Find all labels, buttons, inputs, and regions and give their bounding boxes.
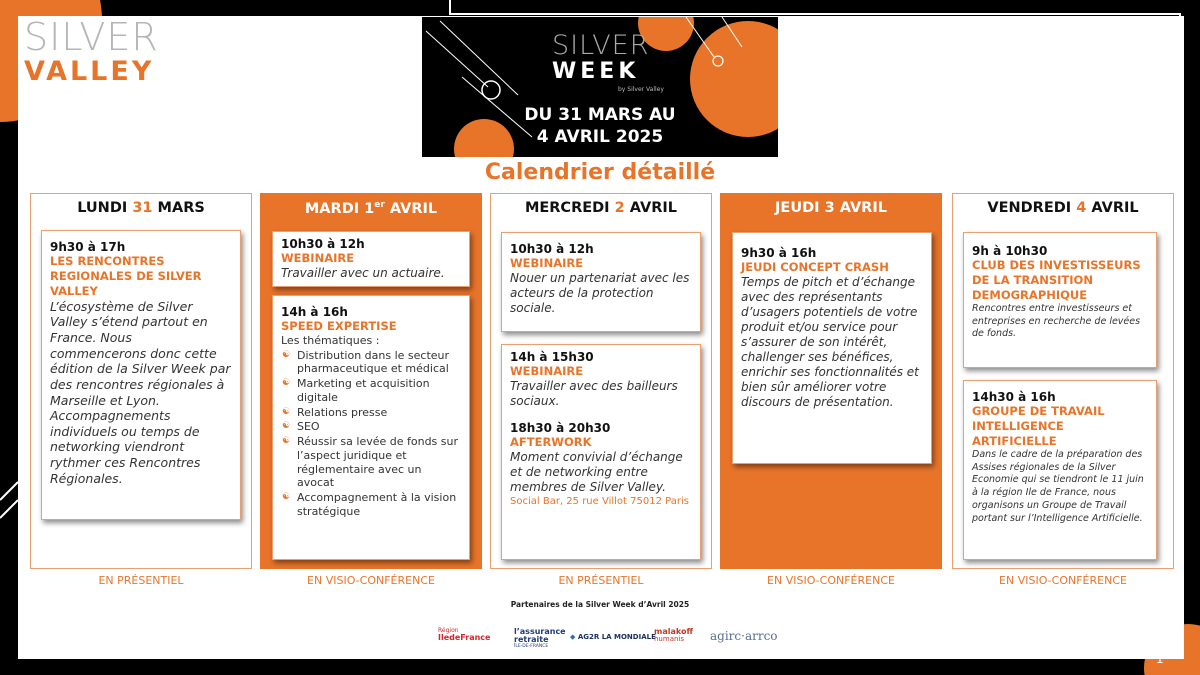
day-header-thursday: JEUDI 3 AVRIL [775,200,887,216]
list-item: ☯ Réussir sa levée de fonds sur l’aspect juridique et réglementaire avec un avocat [282,435,459,490]
day-header-tuesday: MARDI 1er AVRIL [304,200,438,217]
banner-silver-text: SILVER [552,30,650,61]
event-time: 9h30 à 17h [50,240,126,254]
day-column-monday [30,193,252,569]
event-card-concept-crash [732,232,932,464]
day-column-tuesday [260,193,482,569]
mode-friday: EN VISIO-CONFÉRENCE [999,574,1127,587]
event-time: 9h30 à 16h [741,246,817,260]
day-column-thursday [720,193,942,569]
ag2r-logo: ◆ AG2R LA MONDIALE [570,633,656,641]
event-title: SPEED EXPERTISE [281,319,397,333]
logo-silver-text: SILVER [24,15,159,59]
silver-week-banner [422,17,778,157]
people-icon: ☯ [282,349,291,360]
event-description: Nouer un partenariat avec les acteurs de la protection sociale. [510,270,690,315]
event-description: Dans le cadre de la préparation des Assises régionales de la Silver Economie qui se tiendront le 11 juin à la région Ile de France, nous organisons un Groupe de Travail portant sur l’Intelligence Artificielle. [972,448,1144,524]
event-title: JEUDI CONCEPT CRASH [741,260,889,274]
day-header-monday: LUNDI 31 MARS [77,200,205,216]
event-address: Social Bar, 25 rue Villot 75012 Paris [510,495,689,507]
event-time: 18h30 à 20h30 [510,420,611,435]
page-title: Calendrier détaillé [484,160,716,185]
partners-title: Partenaires de la Silver Week d’Avril 2025 [510,600,690,609]
event-title: GROUPE DE TRAVAIL INTELLIGENCE ARTIFICIELLE [972,404,1105,448]
event-time: 14h à 15h30 [510,350,594,364]
mode-monday: EN PRÉSENTIEL [98,574,184,587]
event-description: Travailler avec des bailleurs sociaux. [510,378,678,408]
assurance-retraite-logo: l’assurance retraite ÎLE-DE-FRANCE [514,627,566,649]
logo-valley-text: VALLEY [24,56,155,87]
people-icon: ☯ [282,492,291,503]
list-item: ☯ Distribution dans le secteur pharmaceutique et médical [282,348,450,376]
malakoff-humanis-logo: malakoff humanis [654,627,693,644]
event-description: L’écosystème de Silver Valley s’étend partout en France. Nous commencerons donc cette édition de la Silver Week par des rencontres régionales à Marseille et Lyon. Accompagnements individuels ou temps de networking viendront rythmer ces Rencontres Régionales. [50,298,231,486]
event-title: LES RENCONTRES REGIONALES DE SILVER VALLEY [50,254,202,298]
event-time: 10h30 à 12h [281,237,365,251]
mode-wednesday: EN PRÉSENTIEL [558,574,644,587]
people-icon: ☯ [282,406,291,417]
event-title: WEBINAIRE [510,364,584,378]
event-description: Travailler avec un actuaire. [281,265,445,280]
day-header-wednesday: MERCREDI 2 AVRIL [524,200,678,216]
silver-valley-logo [24,15,159,87]
thematiques-list [281,349,461,519]
region-idf-logo: Région IledeFrance [438,627,491,643]
event-card-groupe-ia [963,380,1157,560]
event-time: 9h à 10h30 [972,244,1048,258]
event-card-rencontres [41,230,241,520]
event-title: WEBINAIRE [510,256,584,270]
event-title: CLUB DES INVESTISSEURS DE LA TRANSITION DEMOGRAPHIQUE [972,258,1141,302]
list-item: ☯ Accompagnement à la vision stratégique [282,491,457,518]
people-icon: ☯ [282,378,291,389]
people-icon: ☯ [282,421,291,432]
banner-date-line2: 4 AVRIL 2025 [536,127,664,147]
event-description: Temps de pitch et d’échange avec des représentants d’usagers potentiels de votre produit et/ou service pour s’assurer de son intérêt, challenger ses bénéfices, enrichir ses fonctionnalités et bien sûr améliorer votre discours de présentation. [741,274,919,409]
agirc-arrco-logo: agirc·arrco [710,629,778,643]
list-item: ☯ Relations presse [282,405,388,419]
day-header-friday: VENDREDI 4 AVRIL [987,200,1139,216]
event-title: AFTERWORK [510,434,592,449]
mode-tuesday: EN VISIO-CONFÉRENCE [307,574,435,587]
banner-date-line1: DU 31 MARS AU [524,105,676,125]
event-card-webinaire-actuaire [272,231,470,287]
event-time: 14h30 à 16h [972,390,1056,404]
page-number: 1 [1156,652,1164,666]
event-intro: Les thématiques : [281,333,380,347]
event-title: WEBINAIRE [281,251,355,265]
day-column-friday [952,193,1174,569]
event-card-speed-expertise [272,295,470,560]
event-card-webinaire-protection [501,232,701,332]
people-icon: ☯ [282,436,291,447]
partners-logos [438,627,778,649]
banner-week-text: WEEK [552,59,640,84]
banner-by-text: by Silver Valley [618,86,664,93]
event-description: Moment convivial d’échange et de networking entre membres de Silver Valley. [510,449,683,494]
event-card-afternoon [501,344,701,560]
day-column-wednesday [490,193,712,569]
event-time: 10h30 à 12h [510,242,594,256]
event-description: Rencontres entre investisseurs et entreprises en recherche de levées de fonds. [972,302,1141,340]
event-time: 14h à 16h [281,305,348,319]
list-item: ☯ Marketing et acquisition digitale [282,377,430,404]
list-item: ☯ SEO [282,420,320,434]
mode-thursday: EN VISIO-CONFÉRENCE [767,574,895,587]
event-card-club-investisseurs [963,232,1157,368]
